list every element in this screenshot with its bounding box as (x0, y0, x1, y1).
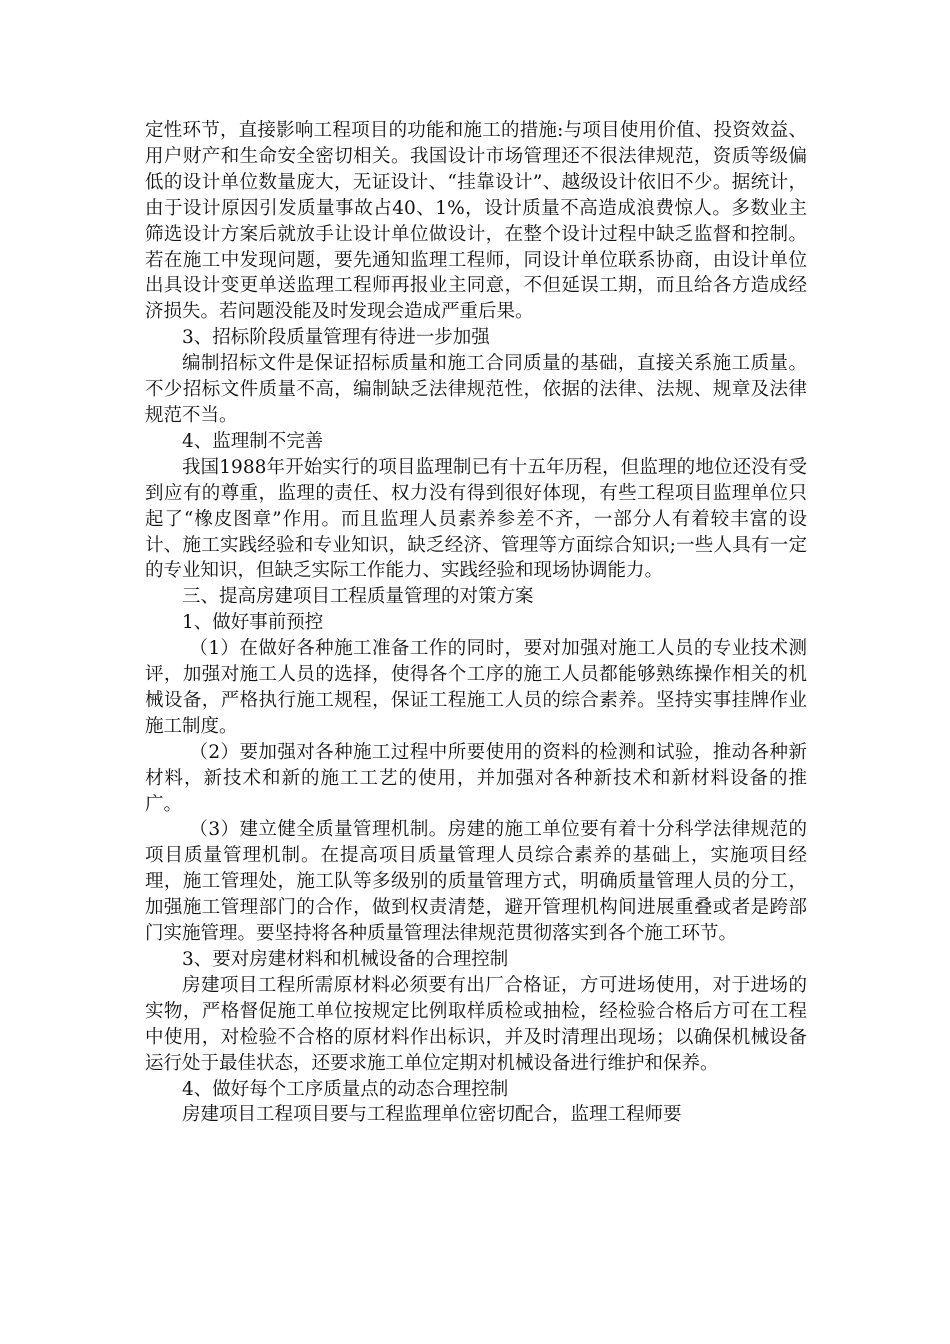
paragraph-materials: 房建项目工程所需原材料必须要有出厂合格证，方可进场使用，对于进场的实物，严格督促施工单位按规定比例取样质检或抽检，经检验合格后方可在工程中使用，对检验不合格的原材料作出标识，并及时清理出现场；以确保机械设备运行处于最佳状态，还要求施工单位定期对机械设备进行维护和保养。 (145, 974, 807, 1074)
document-body (145, 118, 807, 1128)
heading-materials-control: 3、要对房建材料和机械设备的合理控制 (182, 949, 509, 970)
heading-supervision-system: 4、监理制不完善 (182, 430, 324, 452)
paragraph-bidding-documents: 编制招标文件是保证招标质量和施工合同质量的基础，直接关系施工质量。不少招标文件质量不高，编制缺乏法律规范性，依据的法律、法规、规章及法律规范不当。 (145, 353, 807, 426)
heading-dynamic-control: 4、做好每个工序质量点的动态合理控制 (182, 1078, 509, 1100)
heading-advance-control: 1、做好事前预控 (182, 612, 324, 634)
paragraph-supervision-status: 我国1988年开始实行的项目监理制已有十五年历程，但监理的地位还没有受到应有的尊重，监理的责任、权力没有得到很好体现，有些工程项目监理单位只起了“橡皮图章”作用。而且监理人员素养参差不齐，一部分人有着较丰富的设计、施工实践经验和专业知识，缺乏经济、管理等方面综合知识;一些人具有一定的专业知识，但缺乏实际工作能力、实践经验和现场协调能力。 (145, 456, 807, 582)
paragraph-item-2: （2）要加强对各种施工过程中所要使用的资料的检测和试验，推动各种新材料，新技术和新的施工工艺的使用，并加强对各种新技术和新材料设备的推广。 (145, 741, 807, 815)
paragraph-item-1: （1）在做好各种施工准备工作的同时，要对加强对施工人员的专业技术测评，加强对施工人员的选择，使得各个工序的施工人员都能够熟练操作相关的机械设备，严格执行施工规程，保证工程施工人员的综合素养。坚持实事挂牌作业施工制度。 (145, 638, 807, 737)
heading-bidding-stage: 3、招标阶段质量管理有待进一步加强 (182, 327, 490, 349)
paragraph-item-3: （3）建立健全质量管理机制。房建的施工单位要有着十分科学法律规范的项目质量管理机制。在提高项目质量管理人员综合素养的基础上，实施项目经理，施工管理处，施工队等多级别的质量管理方式，明确质量管理人员的分工，加强施工管理部门的合作，做到权责清楚，避开管理机构间进展重叠或者是跨部门实施管理。要坚持将各种质量管理法律规范贯彻落实到各个施工环节。 (145, 819, 807, 945)
heading-section-three: 三、提高房建项目工程质量管理的对策方案 (182, 586, 534, 608)
paragraph-dynamic-control: 房建项目工程项目要与工程监理单位密切配合，监理工程师要 (182, 1104, 682, 1126)
paragraph-design-quality: 定性环节，直接影响工程项目的功能和施工的措施:与项目使用价值、投资效益、用户财产和生命安全密切相关。我国设计市场管理还不很法律规范，资质等级偏低的设计单位数量庞大，无证设计、“挂靠设计”、越级设计依旧不少。据统计，由于设计原因引发质量事故占40、1%，设计质量不高造成浪费惊人。多数业主筛选设计方案后就放手让设计单位做设计，在整个设计过程中缺乏监督和控制。若在施工中发现问题，要先通知监理工程师，同设计单位联系协商，由设计单位出具设计变更单送监理工程师再报业主同意，不但延误工期，而且给各方造成经济损失。若问题没能及时发现会造成严重后果。 (145, 120, 807, 323)
